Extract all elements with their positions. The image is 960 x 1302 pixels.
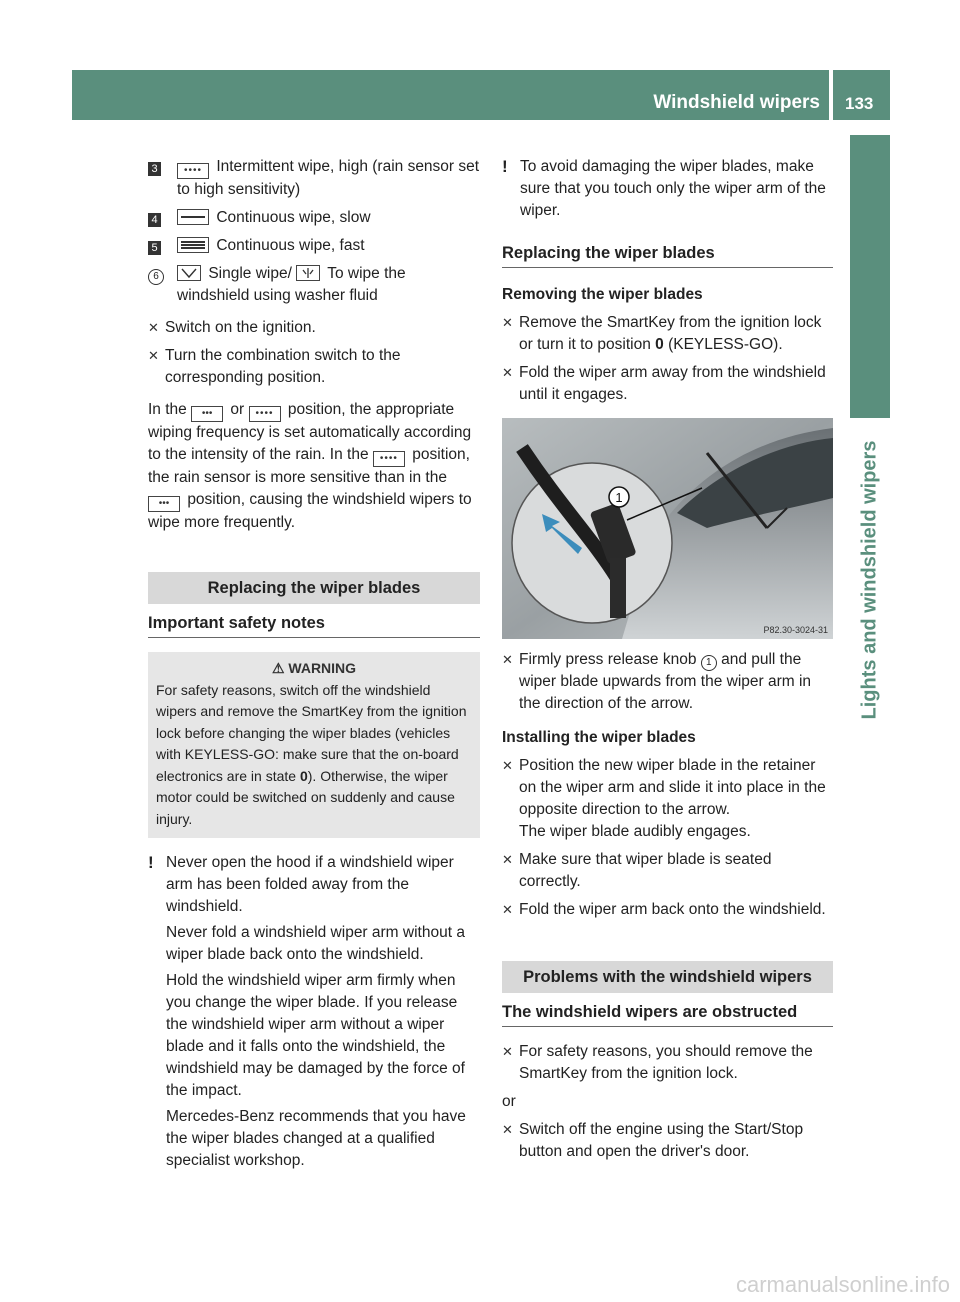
step-arrow-icon: ✕	[502, 852, 513, 867]
intermittent-high-icon: ••••	[177, 163, 209, 179]
list-item: 6 Single wipe/ To wipe the windshield using washer fluid	[148, 263, 480, 307]
continuous-slow-icon	[177, 209, 209, 225]
intermittent-low-icon: •••	[148, 496, 180, 512]
watermark[interactable]: carmanualsonline.info	[735, 1272, 950, 1297]
step-arrow-icon: ✕	[502, 1044, 513, 1059]
list-item: ✕ Switch on the ignition.	[148, 317, 480, 339]
note-block: ! To avoid damaging the wiper blades, make sure that you touch only the wiper arm of the wiper.	[502, 157, 826, 219]
chapter-label: Lights and windshield wipers	[858, 440, 881, 720]
chapter-tab	[850, 135, 890, 418]
list-item: ✕ Switch off the engine using the Start/Stop button and open the driver's door.	[502, 1121, 804, 1160]
single-wipe-icon	[177, 265, 201, 281]
paragraph: In the ••• or •••• position, the appropriate wiping frequency is set automatically according to the intensity of the rain. In the •••• position, the rain sensor is more sensitive than in the ••• position, causing the windshield wipers to wipe more frequently.	[148, 401, 472, 531]
page-number: 133	[845, 94, 874, 113]
item-number: 4	[148, 213, 161, 227]
item-number: 5	[148, 241, 161, 255]
step-arrow-icon: ✕	[502, 315, 513, 330]
continuous-fast-icon	[177, 237, 209, 253]
step-arrow-icon: ✕	[148, 348, 159, 363]
list-item: ✕ Firmly press release knob 1 and pull the wiper blade upwards from the wiper arm in the direction of the arrow.	[502, 651, 812, 712]
caution-mark-icon: !	[148, 853, 154, 872]
or-text: or	[502, 1093, 516, 1110]
list-item: ✕ Fold the wiper arm away from the windshield until it engages.	[502, 364, 826, 403]
step-arrow-icon: ✕	[502, 652, 513, 667]
warning-box: ⚠ WARNING For safety reasons, switch off the windshield wipers and remove the SmartKey from the ignition lock before changing the wiper blades (vehicles with KEYLESS-GO: make sure that the on-board electronics are in state 0). Otherwise, the wiper motor could be switched on suddenly and cause injury.	[148, 652, 480, 838]
list-item: ✕ Position the new wiper blade in the retainer on the wiper arm and slide it into place in the opposite direction to the arrow.	[502, 757, 826, 818]
step-arrow-icon: ✕	[502, 365, 513, 380]
list-item: 5 Continuous wipe, fast	[148, 235, 480, 257]
result-text: The wiper blade audibly engages.	[519, 823, 751, 840]
intermittent-high-icon: ••••	[373, 451, 405, 467]
header-divider	[829, 70, 833, 120]
left-column	[148, 156, 480, 1172]
note-block: ! Never open the hood if a windshield wiper arm has been folded away from the windshield. Never fold a windshield wiper arm without a wiper blade back onto the windshield. Hold the windshield wiper arm firmly when you change the wiper blade. If you release the windshield wiper arm without a wiper blade and it falls onto the windshield, the windshield may be damaged by the force of the impact. Mercedes-Benz recommends that you have the wiper blades changed at a qualified specialist workshop.	[148, 853, 466, 1169]
step-arrow-icon: ✕	[502, 758, 513, 773]
callout-number: 1	[701, 655, 717, 671]
warning-triangle-icon: ⚠	[271, 660, 285, 676]
step-arrow-icon: ✕	[148, 320, 159, 335]
item-number: 3	[148, 162, 161, 176]
list-item: 3 •••• Intermittent wipe, high (rain sensor set to high sensitivity)	[148, 156, 480, 201]
figure-callout: 1	[615, 490, 623, 505]
figure-code: P82.30-3024-31	[763, 625, 828, 635]
page-title: Windshield wipers	[653, 92, 820, 113]
caution-mark-icon: !	[502, 157, 508, 176]
subheading: Replacing the wiper blades	[502, 242, 833, 268]
section-heading: Replacing the wiper blades	[148, 572, 480, 604]
list-item: ✕ Fold the wiper arm back onto the windshield.	[502, 899, 833, 921]
wiper-blade-figure	[502, 418, 833, 639]
step-arrow-icon: ✕	[502, 1122, 513, 1137]
list-item: ✕ For safety reasons, you should remove the SmartKey from the ignition lock.	[502, 1043, 813, 1082]
right-column	[502, 156, 833, 1163]
subheading: The windshield wipers are obstructed	[502, 1001, 833, 1027]
section-heading: Problems with the windshield wipers	[502, 961, 833, 993]
warning-text: For safety reasons, switch off the windshield wipers and remove the SmartKey from the ignition lock before changing the wiper blades (vehicles with KEYLESS-GO: make sure that the on-board electronics are in state 0). Otherwise, the wiper motor could be switched on suddenly and cause injury.	[156, 681, 467, 827]
intermittent-low-icon: •••	[191, 406, 223, 422]
list-item: ✕ Turn the combination switch to the corresponding position.	[148, 347, 401, 386]
intermittent-high-icon: ••••	[249, 406, 281, 422]
subsection-title: Removing the wiper blades	[502, 286, 703, 303]
item-number: 6	[148, 269, 164, 285]
subheading: Important safety notes	[148, 612, 480, 638]
list-item: ✕ Make sure that wiper blade is seated correctly.	[502, 851, 772, 890]
subsection-title: Installing the wiper blades	[502, 729, 696, 746]
washer-fluid-icon	[296, 265, 320, 281]
list-item: 4 Continuous wipe, slow	[148, 207, 480, 229]
step-arrow-icon: ✕	[502, 902, 513, 917]
list-item: ✕ Remove the SmartKey from the ignition lock or turn it to position 0 (KEYLESS-GO).	[502, 314, 822, 353]
